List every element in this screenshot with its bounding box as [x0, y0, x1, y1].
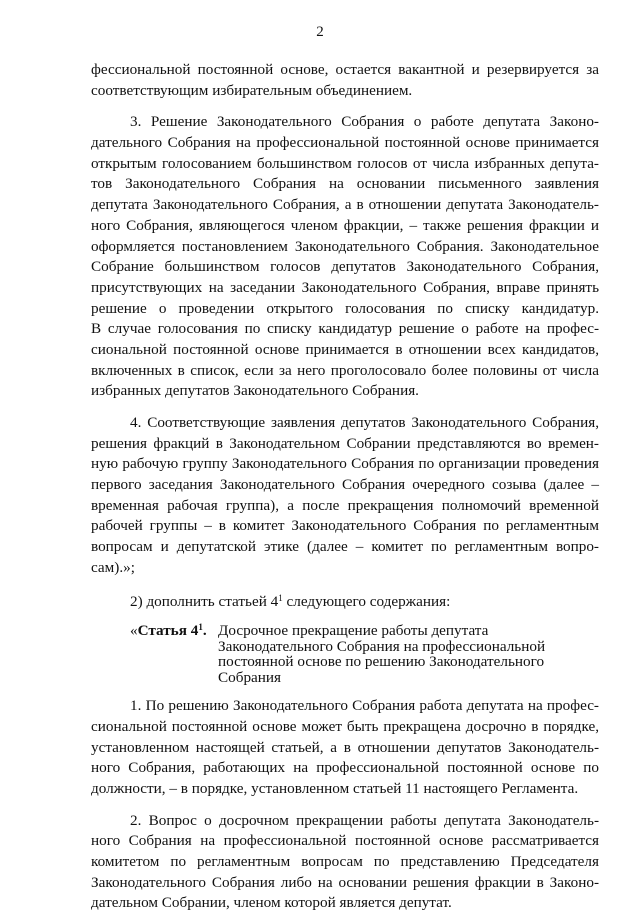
text-line: сам).»; — [91, 558, 135, 576]
text-line: депутата Законодательного Собрания, а в отношении депутата Законодатель- — [91, 196, 599, 214]
text-line: дательного Собрания на профессиональной постоянной основе принимается — [91, 134, 599, 152]
article-title-line: Законодательного Собрания на профессиональной — [218, 637, 546, 655]
amendment-superscript: 1 — [278, 592, 283, 603]
text-line: открытым голосованием большинством голосов от числа избранных депута- — [91, 154, 599, 172]
text-line: рабочей группы – в комитет Законодательного Собрания по регламентным — [91, 517, 599, 535]
paragraph-item-3 — [91, 112, 599, 402]
text-line: ного Собрания, являющегося членом фракции, – также решения фракции и — [91, 216, 599, 234]
article-title — [218, 623, 578, 685]
article-paragraph-2 — [91, 811, 599, 914]
amendment-text-after: следующего содержания: — [282, 592, 451, 610]
text-line: решения фракций в Законодательном Собрании представляются во времен- — [91, 434, 599, 452]
text-line: 2. Вопрос о досрочном прекращении работы депутата Законодатель- — [130, 811, 599, 829]
article-paragraph-1 — [91, 696, 599, 799]
text-line: включенных в список, если за него проголосовало более половины от числа — [91, 361, 599, 379]
article-superscript: 1 — [198, 622, 203, 633]
text-line: сиональной постоянной основе может быть прекращена досрочно в порядке, — [91, 717, 599, 735]
text-line: Законодательного Собрания либо на основании решения фракции в Законо- — [91, 873, 599, 891]
amendment-line — [91, 592, 599, 613]
open-quote: « — [130, 622, 138, 640]
text-line: соответствующим избирательным объединением. — [91, 81, 413, 99]
text-line: решение о проведении открытого голосования по списку кандидатур. — [91, 299, 599, 317]
text-line: ную рабочую группу Законодательного Собрания по организации проведения — [91, 455, 599, 473]
amendment-text: 2) дополнить статьей 4 — [130, 592, 279, 610]
text-line: 1. По решению Законодательного Собрания работа депутата на профес- — [130, 697, 599, 715]
article-heading — [130, 623, 599, 685]
document-body — [91, 60, 599, 914]
page-number: 2 — [316, 24, 324, 40]
text-line: вопросам и депутатской этике (далее – комитет по регламентным вопро- — [91, 538, 599, 556]
text-line: оформляется постановлением Законодательного Собрания. Законодательное — [91, 237, 599, 255]
text-line: присутствующих на заседании Законодательного Собрания, вправе принять — [91, 278, 599, 296]
text-line: комитетом по регламентным вопросам по представлению Председателя — [91, 853, 599, 870]
text-line: фессиональной постоянной основе, остается вакантной и резервируется за — [91, 61, 599, 78]
paragraph-continuation — [91, 60, 599, 101]
article-number: Статья 4 — [137, 622, 199, 640]
article-title-line: Собрания — [218, 668, 282, 686]
article-label — [130, 623, 207, 641]
text-line: установленном настоящей статьей, а в отношении депутатов Законодатель- — [91, 738, 599, 756]
text-line: дательном Собрании, членом которой является депутат. — [91, 894, 452, 912]
text-line: первого заседания Законодательного Собрания очередного созыва (далее – — [91, 476, 599, 494]
text-line: Собрание большинством голосов депутатов Законодательного Собрания, — [91, 258, 599, 276]
text-line: сиональной постоянной основе принимается в отношении всех кандидатов, — [91, 340, 599, 358]
article-title-line: постоянной основе по решению Законодательного — [218, 653, 545, 671]
text-line: временная рабочая группа), а после прекращения полномочий временной — [91, 496, 599, 514]
article-title-line: Досрочное прекращение работы депутата — [218, 622, 489, 640]
text-line: ного Собрания на профессиональной постоянной основе рассматривается — [91, 832, 599, 850]
text-line: В случае голосования по списку кандидатур решение о работе на профес- — [91, 320, 599, 338]
text-line: должности, – в порядке, установленном статьей 11 настоящего Регламента. — [91, 779, 579, 797]
article-label-suffix: . — [202, 622, 207, 640]
paragraph-item-4 — [91, 413, 599, 579]
text-line: ного Собрания, работающих на профессиональной постоянной основе по — [91, 759, 599, 777]
text-line: 4. Соответствующие заявления депутатов Законодательного Собрания, — [130, 414, 599, 431]
text-line: тов Законодательного Собрания на основании письменного заявления — [91, 175, 599, 193]
text-line: 3. Решение Законодательного Собрания о работе депутата Законо- — [130, 113, 599, 131]
text-line: избранных депутатов Законодательного Собрания. — [91, 382, 419, 400]
